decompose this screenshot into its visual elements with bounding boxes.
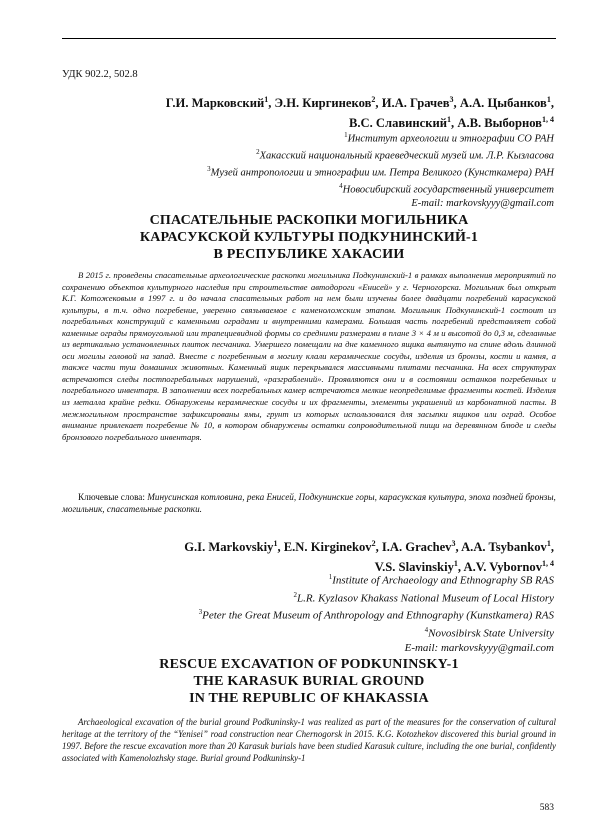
affiliation-sup: 4 <box>424 625 429 634</box>
en-authors-line1: G.I. Markovskiy$^1$, E.N. Kirginekov$^2$, I.A. Grachev$^3$, A.A. Tsybankov$^1$, <box>184 539 554 555</box>
affiliation <box>74 588 554 606</box>
affiliation-sup: 1 <box>344 131 348 139</box>
author-sup: 1 <box>546 95 551 104</box>
author: E.N. Kirginekov <box>283 540 372 555</box>
author-sup: 1, 4 <box>542 114 554 124</box>
affiliation <box>74 623 554 641</box>
affiliation-text: Novosibirsk State University <box>428 627 554 640</box>
title-line: THE KARASUK BURIAL GROUND <box>193 674 425 689</box>
author-sup: 1 <box>453 558 458 568</box>
ru-title <box>62 212 556 263</box>
author: И.А. Грачев <box>381 96 450 111</box>
affiliation-text: Институт археологии и этнографии СО РАН <box>347 133 554 145</box>
affiliation <box>74 163 554 180</box>
author-sup: 3 <box>449 95 454 104</box>
author: A.V. Vybornov <box>463 559 542 574</box>
author: A.A. Tsybankov <box>461 540 547 555</box>
affiliation-text: L.R. Kyzlasov Khakass National Museum of Local History <box>297 592 554 605</box>
affiliation-sup: 3 <box>198 608 203 617</box>
author: G.I. Markovskiy <box>184 540 274 555</box>
keywords-text: Минусинская котловина, река Енисей, Подкунинские горы, карасукская культура, эпоха поздней бронзы, могильник, спасательные раскопки. <box>62 492 556 514</box>
affiliation-text: Хакасский национальный краеведческий музей им. Л.Р. Кызласова <box>259 150 554 162</box>
en-affiliations <box>74 570 554 655</box>
author: Э.Н. Киргинеков <box>274 96 372 111</box>
author-sup: 1 <box>264 95 269 104</box>
author-sup: 1 <box>447 114 452 124</box>
ru-authors-line2: В.С. Славинский$^1$, А.В. Выборнов$^{1, 4}$ <box>348 114 554 130</box>
email: E-mail: markovskyyy@gmail.com <box>411 198 554 210</box>
author-sup: 1 <box>546 539 551 548</box>
affiliation-sup: 3 <box>207 165 211 174</box>
author-sup: 2 <box>371 539 376 548</box>
affiliation-sup: 2 <box>256 148 260 157</box>
title-line: В РЕСПУБЛИКЕ ХАКАСИИ <box>213 247 405 262</box>
ru-affiliations <box>74 129 554 211</box>
ru-authors <box>74 92 554 131</box>
affiliation-sup: 1 <box>328 573 333 581</box>
author-sup: 1, 4 <box>542 558 554 568</box>
affiliation <box>74 129 554 146</box>
author-sup: 3 <box>451 539 456 548</box>
title-line: СПАСАТЕЛЬНЫЕ РАСКОПКИ МОГИЛЬНИКА <box>149 213 469 228</box>
affiliation <box>74 146 554 163</box>
ru-abstract: В 2015 г. проведены спасательные археологические раскопки могильника Подкунинский-1 в рамках выполнения мероприятий по сохранению объектов культурного наследия при строительстве автодороги «Енисей» у г. Черногорска. Могильник был открыт К.Г. Котожековым в 1997 г. и до начала спасательных работ на нем были изучены более двадцати погребений карасукской культуры, в т.ч. одно погребение, уверенно связываемое с каменоложским этапом. Могильник Подкунинский-1 состоит из погребальных конструкций с каменными оградами и внутренними камерами. Большая часть погребений представляет собой каменные ограды прямоугольной или трапециевидной формы со средними размерами в плане 3 × 4 м и высотой до 0,3 м, сделанные из вертикально установленных плиток песчаника. Умершего помещали на дне каменного ящика вытянуто на спине вдоль длинной оси могилы головой на запад. Вместе с погребенным в могилу клали керамические сосуды, изделия из бронзы, кости и камня, а также части туш домашних животных. Каменный ящик перекрывался массивными плитами песчаника. На всех структурах встречаются следы постпогребальных нарушений, «разграблений». Проявляются они и в состоянии останков погребенных и погребального инвентаря. В заполнении всех погребальных камер встречаются мелкие неопределимые фрагменты костей. Изделия из металла крайне редки. Обнаружены керамические сосуды и их фрагменты, элементы украшений из карбонатной пасты. В межмогильном пространстве зафиксированы ямы, грунт из которых использовался для засыпки ящиков или оград. Особое внимание привлекает погребение № 10, в котором обнаружены остатки сопроводительной пищи на деревянном блюде и следы бронзового погребального инвентаря. <box>62 270 556 442</box>
title-line: КАРАСУКСКОЙ КУЛЬТУРЫ ПОДКУНИНСКИЙ-1 <box>139 230 479 245</box>
email: E-mail: markovskyyy@gmail.com <box>404 641 554 654</box>
author: В.С. Славинский <box>348 115 448 130</box>
title-line: IN THE REPUBLIC OF KHAKASSIA <box>189 691 429 706</box>
affiliation-text: Peter the Great Museum of Anthropology and Ethnography (Kunstkamera) RAS <box>202 609 554 622</box>
ru-keywords <box>62 491 556 515</box>
affiliation <box>74 605 554 623</box>
affiliation-text: Новосибирский государственный университет <box>342 184 554 196</box>
en-authors-line2: V.S. Slavinskiy$^1$, A.V. Vybornov$^{1, 4}$ <box>374 558 554 574</box>
author-sup: 1 <box>273 539 278 548</box>
affiliation <box>74 180 554 197</box>
author-sup: 2 <box>371 95 376 104</box>
affiliation <box>74 570 554 588</box>
udk-code: УДК 902.2, 502.8 <box>62 69 138 80</box>
author: Г.И. Марковский <box>165 96 265 111</box>
author: А.В. Выборнов <box>457 115 542 130</box>
affiliation-text: Institute of Archaeology and Ethnography SB RAS <box>332 574 554 587</box>
author: V.S. Slavinskiy <box>374 559 454 574</box>
header-rule <box>62 38 556 39</box>
affiliation-text: Музей антропологии и этнографии им. Петра Великого (Кунсткамера) РАН <box>210 167 554 179</box>
ru-authors-line1: Г.И. Марковский$^1$, Э.Н. Киргинеков$^2$, И.А. Грачев$^3$, А.А. Цыбанков$^1$, <box>165 95 554 111</box>
affiliation-sup: 2 <box>293 590 298 599</box>
author: А.А. Цыбанков <box>459 96 547 111</box>
en-title <box>62 656 556 707</box>
keywords-label: Ключевые слова: <box>78 492 145 502</box>
author: I.A. Grachev <box>381 540 452 555</box>
page-number: 583 <box>539 803 554 813</box>
title-line: RESCUE EXCAVATION OF PODKUNINSKY-1 <box>159 657 459 672</box>
affiliation-sup: 4 <box>339 182 343 191</box>
en-abstract: Archaeological excavation of the burial ground Podkuninsky-1 was realized as part of the measures for the conservation of cultural heritage at the territory of the “Yenisei” road construction near Chernogorsk in 2015. K.G. Kotozhekov discovered this burial ground in 1997. Before the rescue excavation more than 20 Karasuk burials have been studied Karasuk culture, including the one burial, confidently associated with Kamenolozhsky stage. Burial ground Podkuninsky-1 <box>62 717 556 763</box>
